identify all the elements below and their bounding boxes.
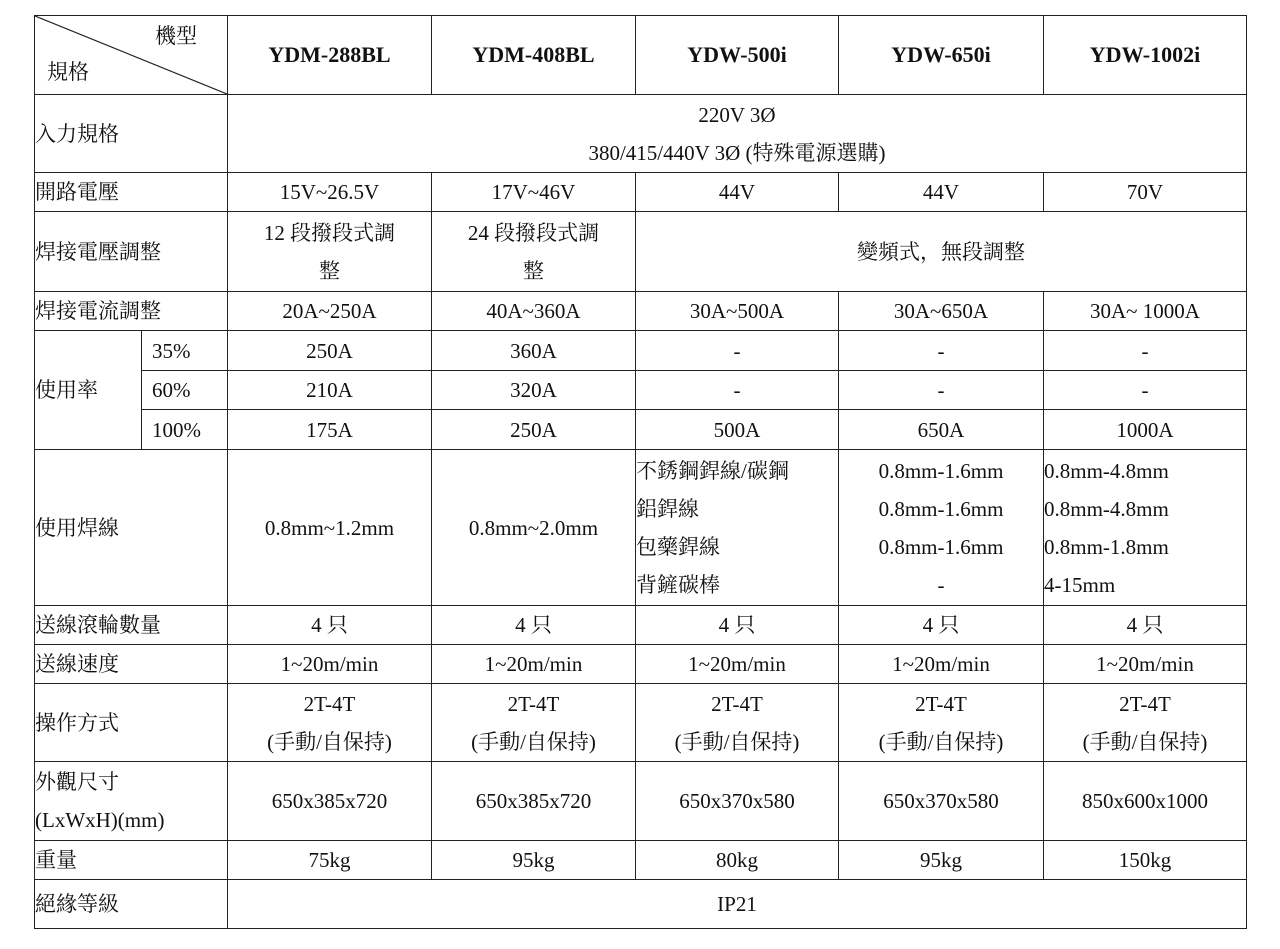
row-feed-rollers (35, 606, 1247, 645)
model-header: YDM-408BL (432, 16, 636, 95)
value-cell (432, 684, 636, 762)
row-weld-current-adj (35, 292, 1247, 331)
row-label: 焊接電流調整 (35, 292, 228, 331)
value-cell: 1~20m/min (1044, 645, 1247, 684)
row-feed-speed (35, 645, 1247, 684)
value-cell: 1~20m/min (636, 645, 839, 684)
value-cell: 44V (636, 173, 839, 212)
wire-type: 鋁銲線 (636, 496, 699, 521)
model-header: YDW-500i (636, 16, 839, 95)
spec-table (34, 15, 1247, 929)
value-cell (228, 684, 432, 762)
value-cell: 1000A (1044, 410, 1247, 450)
value-cell: 650x385x720 (228, 762, 432, 841)
row-label: 使用率 (35, 331, 142, 450)
duty-pct: 100% (142, 410, 228, 450)
value-cell: 650x370x580 (636, 762, 839, 841)
value-cell: - (1044, 331, 1247, 371)
value-cell: - (839, 371, 1044, 410)
dim-label-line2: (LxWxH)(mm) (35, 808, 165, 832)
value-cell: 850x600x1000 (1044, 762, 1247, 841)
row-label: 焊接電壓調整 (35, 212, 228, 292)
row-label: 操作方式 (35, 684, 228, 762)
value-cell: 360A (432, 331, 636, 371)
value-line: (手動/自保持) (471, 729, 596, 754)
value-cell: 17V~46V (432, 173, 636, 212)
value-cell: 1~20m/min (228, 645, 432, 684)
row-label: 送線滾輪數量 (35, 606, 228, 645)
wire-ydw650 (839, 450, 1044, 606)
value-cell: 650A (839, 410, 1044, 450)
duty-pct: 60% (142, 371, 228, 410)
value-line: 2T-4T (711, 691, 763, 716)
value-cell (636, 684, 839, 762)
row-weld-voltage-adj (35, 212, 1247, 292)
value-cell (839, 684, 1044, 762)
row-operation (35, 684, 1247, 762)
wire-value: 4-15mm (1044, 572, 1116, 597)
value-cell: 150kg (1044, 841, 1247, 880)
wire-value: - (937, 572, 945, 597)
value-cell: - (1044, 371, 1247, 410)
value-cell: 變頻式，無段調整 (636, 212, 1247, 292)
value-cell: 70V (1044, 173, 1247, 212)
value-line: 整 (319, 258, 340, 283)
wire-value: 0.8mm-4.8mm (1044, 458, 1169, 483)
value-cell: 4 只 (839, 606, 1044, 645)
row-label: 使用焊線 (35, 450, 228, 606)
value-cell: 4 只 (1044, 606, 1247, 645)
value-cell: 80kg (636, 841, 839, 880)
value-cell: - (636, 371, 839, 410)
wire-type: 背鏟碳棒 (636, 572, 720, 597)
value-cell: 250A (228, 331, 432, 371)
model-header: YDW-650i (839, 16, 1044, 95)
value-line: 12 段撥段式調 (263, 220, 396, 245)
value-cell: 4 只 (636, 606, 839, 645)
value-cell: 95kg (432, 841, 636, 880)
dim-label-line1: 外觀尺寸 (35, 770, 119, 794)
value-cell: 20A~250A (228, 292, 432, 331)
value-line: 2T-4T (915, 691, 967, 716)
value-cell: 44V (839, 173, 1044, 212)
value-cell: 0.8mm~1.2mm (228, 450, 432, 606)
value-cell: 320A (432, 371, 636, 410)
value-cell: IP21 (228, 880, 1247, 929)
value-cell: 30A~ 1000A (1044, 292, 1247, 331)
row-weight (35, 841, 1247, 880)
value-cell: 75kg (228, 841, 432, 880)
value-cell: 250A (432, 410, 636, 450)
value-line: 2T-4T (303, 691, 356, 716)
value-cell: 30A~500A (636, 292, 839, 331)
wire-types (636, 450, 839, 606)
input-spec-line1: 220V 3Ø (698, 102, 776, 127)
value-cell: 650x370x580 (839, 762, 1044, 841)
value-cell: 650x385x720 (432, 762, 636, 841)
value-cell (432, 212, 636, 292)
value-cell: 30A~650A (839, 292, 1044, 331)
wire-value: 0.8mm-1.6mm (878, 458, 1004, 483)
wire-type: 包藥銲線 (636, 534, 720, 559)
value-line: (手動/自保持) (674, 729, 800, 754)
corner-cell (35, 16, 228, 95)
row-label: 開路電壓 (35, 173, 228, 212)
value-line: 2T-4T (507, 691, 560, 716)
row-duty-60 (35, 371, 1247, 410)
wire-value: 0.8mm-1.8mm (1044, 534, 1169, 559)
value-cell: 1~20m/min (432, 645, 636, 684)
row-open-voltage (35, 173, 1247, 212)
wire-value: 0.8mm-4.8mm (1044, 496, 1169, 521)
value-line: (手動/自保持) (1082, 729, 1208, 754)
value-cell: 15V~26.5V (228, 173, 432, 212)
value-cell: 4 只 (432, 606, 636, 645)
duty-pct: 35% (142, 331, 228, 371)
value-line: 24 段撥段式調 (467, 220, 600, 245)
row-label: 重量 (35, 841, 228, 880)
spec-label: 規格 (47, 60, 89, 84)
row-wire (35, 450, 1247, 606)
value-cell (228, 212, 432, 292)
value-line: 2T-4T (1119, 691, 1171, 716)
value-line: 整 (523, 258, 544, 283)
value-cell: - (839, 331, 1044, 371)
value-cell: 175A (228, 410, 432, 450)
row-label (35, 762, 228, 841)
header-row (35, 16, 1247, 95)
input-spec-line2: 380/415/440V 3Ø (特殊電源選購) (588, 140, 886, 165)
value-cell: - (636, 331, 839, 371)
value-cell: 210A (228, 371, 432, 410)
value-cell: 4 只 (228, 606, 432, 645)
row-duty-35 (35, 331, 1247, 371)
row-label: 送線速度 (35, 645, 228, 684)
wire-type: 不銹鋼銲線/碳鋼 (636, 458, 789, 483)
row-insulation (35, 880, 1247, 929)
value-cell: 500A (636, 410, 839, 450)
value-line: (手動/自保持) (878, 729, 1004, 754)
row-input-spec (35, 95, 1247, 173)
input-spec-value (228, 95, 1247, 173)
row-label: 絕緣等級 (35, 880, 228, 929)
wire-ydw1002 (1044, 450, 1247, 606)
row-dimensions (35, 762, 1247, 841)
value-cell: 1~20m/min (839, 645, 1044, 684)
value-cell: 95kg (839, 841, 1044, 880)
value-cell: 40A~360A (432, 292, 636, 331)
row-label: 入力規格 (35, 95, 228, 173)
model-label: 機型 (155, 24, 197, 48)
model-header: YDW-1002i (1044, 16, 1247, 95)
row-duty-100 (35, 410, 1247, 450)
value-cell: 0.8mm~2.0mm (432, 450, 636, 606)
value-cell (1044, 684, 1247, 762)
wire-value: 0.8mm-1.6mm (878, 496, 1004, 521)
model-header: YDM-288BL (228, 16, 432, 95)
value-line: (手動/自保持) (267, 729, 392, 754)
wire-value: 0.8mm-1.6mm (878, 534, 1004, 559)
